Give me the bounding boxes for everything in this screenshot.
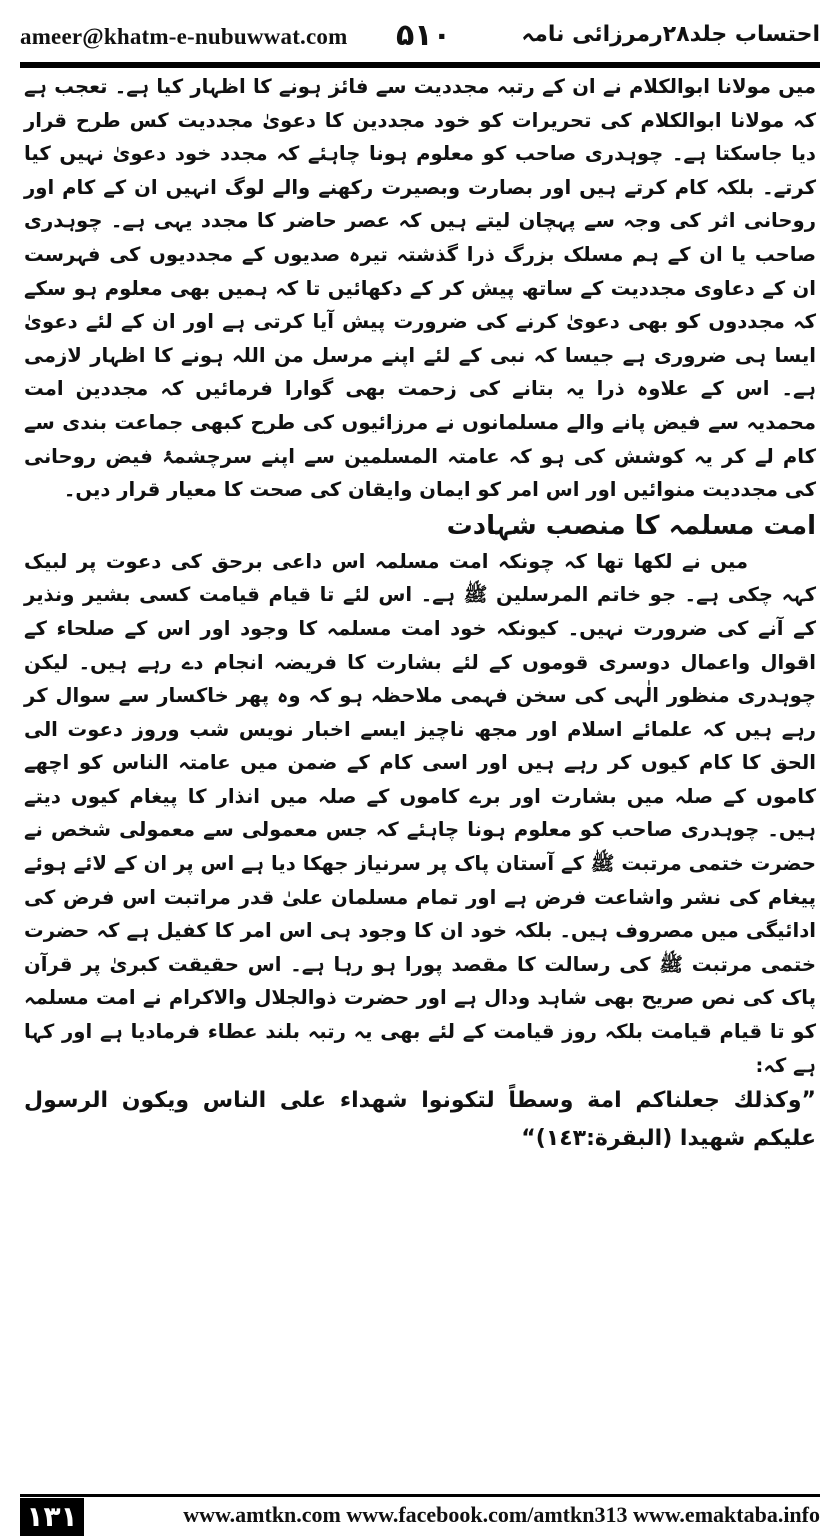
header-page-number: ۵۱۰ xyxy=(396,18,451,53)
footer-links: www.amtkn.com www.facebook.com/amtkn313 www.emaktaba.info xyxy=(183,1502,820,1527)
footer-rule xyxy=(20,1494,820,1497)
paragraph-1: میں مولانا ابوالکلام نے ان کے رتبہ مجددیت سے فائز ہونے کا اظہار کیا ہے۔ تعجب ہے کہ مولانا ابوالکلام کی تحریرات کو خود مجددین کا دعویٰ مجددیت کس طرح قرار دیا جاسکتا ہے۔ چوہدری صاحب کو معلوم ہونا چاہئے کہ مجدد خود دعویٰ نہیں کیا کرتے۔ بلکہ کام کرتے ہیں اور بصارت وبصیرت رکھنے والے لوگ انہیں ان کے کام اور روحانی اثر کی وجہ سے پہچان لیتے ہیں کہ عصر حاضر کا مجدد یہی ہے۔ چوہدری صاحب یا ان کے ہم مسلک بزرگ ذرا گذشتہ تیرہ صدیوں کے مجددیوں کی فہرست ان کے دعاوی مجددیت کے ساتھ پیش کر کے دکھائیں تا کہ ہمیں بھی معلوم ہو سکے کہ مجددوں کو بھی دعویٰ کرنے کی ضرورت پیش آیا کرتی ہے اور ان کے لئے دعویٰ ایسا ہی ضروری ہے جیسا کہ نبی کے لئے اپنے مرسل من اللہ ہونے کا اظہار لازمی ہے۔ اس کے علاوہ ذرا یہ بتانے کی زحمت بھی گوارا فرمائیں کہ مجددین امت محمدیہ سے فیض پانے والے مسلمانوں نے مرزائیوں کی طرح کبھی جماعت بندی سے کام لے کر یہ کوشش کی ہو کہ عامتہ المسلمین سے اپنے سرچشمۂ فیض روحانی کی مجددیت منوائیں اور اس امر کو ایمان وایقان کی صحت کا معیار قرار دیں۔ xyxy=(24,75,816,502)
paragraph-2: میں نے لکھا تھا کہ چونکہ امت مسلمہ اس داعی برحق کی دعوت پر لبیک کہہ چکی ہے۔ جو خاتم المرسلین ﷺ ہے۔ اس لئے تا قیام قیامت کسی بشیر ونذیر کے آنے کی ضرورت نہیں۔ کیونکہ خود امت مسلمہ کا وجود اور اس کے صلحاء کے اقوال واعمال دوسری قوموں کے لئے بشارت کا فریضہ انجام دے رہے ہیں۔ لیکن چوہدری منظور الٰہی کی سخن فہمی ملاحظہ ہو کہ وہ پھر خاکسار سے سوال کر رہے ہیں کہ علمائے اسلام اور مجھ ناچیز ایسے اخبار نویس شب وروز دعوت الی الحق کا کام کیوں کر رہے ہیں اور اسی کام کے ضمن میں عامتہ الناس کو اچھے کاموں کے صلہ میں بشارت اور برے کاموں کے صلہ میں انذار کا پیغام کیوں دیتے ہیں۔ چوہدری صاحب کو معلوم ہونا چاہئے کہ جس معمولی سے معمولی شخص نے حضرت ختمی مرتبت ﷺ کے آستان پاک پر سرنیاز جھکا دیا ہے اس پر ان کے لائے ہوئے پیغام کی نشر واشاعت فرض ہے اور تمام مسلمان علیٰ قدر مراتبت اس فرض کی ادائیگی میں مصروف ہیں۔ بلکہ خود ان کا وجود ہی اس امر کا کفیل ہے کہ حضرت ختمی مرتبت ﷺ کی رسالت کا مقصد پورا ہو رہا ہے۔ اس حقیقت کبریٰ پر قرآن پاک کی نص صریح بھی شاہد ودال ہے اور حضرت ذوالجلال والاکرام نے امت مسلمہ کو تا قیام قیامت بلکہ روز قیامت کے لئے بھی یہ رتبہ بلند عطاء فرمادیا ہے اور کہا ہے کہ: xyxy=(24,549,816,1077)
quran-quote: ”وكذلك جعلناكم امة وسطاً لتكونوا شهداء على الناس ويكون الرسول عليكم شهيدا (البقرة:١٤٣)“ xyxy=(24,1088,816,1152)
page-header xyxy=(20,14,820,54)
header-rule xyxy=(20,62,820,68)
section-heading: امت مسلمہ کا منصب شہادت xyxy=(446,510,816,541)
footer-page-number: ۱۳۱ xyxy=(20,1498,84,1536)
header-email: ameer@khatm-e-nubuwwat.com xyxy=(20,24,348,49)
body-text xyxy=(24,70,816,1158)
running-title: احتساب جلد۲۸رمرزائی نامہ xyxy=(521,22,820,47)
